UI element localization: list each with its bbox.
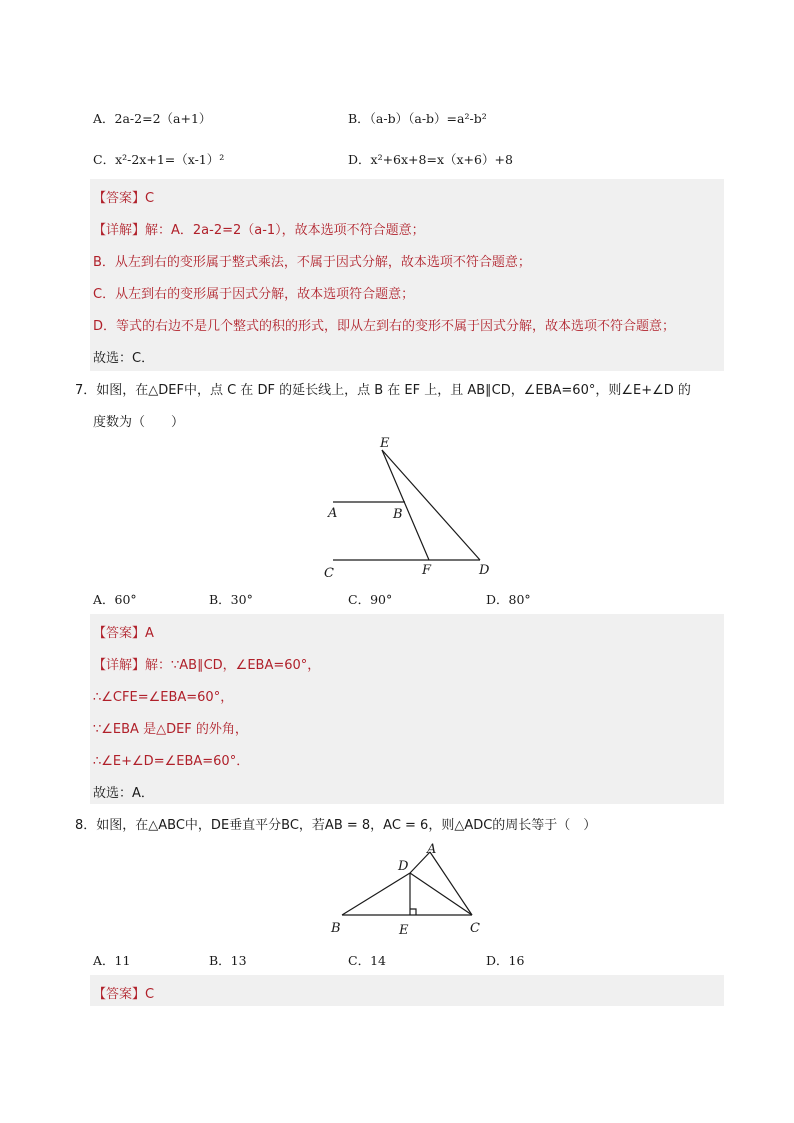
q7-detail-line: ∴∠E+∠D=∠EBA=60°． — [93, 754, 250, 769]
segment-ef — [382, 450, 429, 560]
q7-stem: 7．如图，在△DEF中，点 C 在 DF 的延长线上，点 B 在 EF 上，且 AB∥CD，∠EBA=60°，则∠E+∠D 的 — [75, 383, 691, 398]
label-b: B — [393, 507, 403, 522]
label-d: D — [398, 859, 409, 874]
q8-figure — [328, 838, 488, 940]
q8-answer-panel — [90, 975, 724, 1006]
q6-detail-line: C．从左到右的变形属于因式分解，故本选项符合题意； — [93, 287, 415, 302]
q6-detail-line: 【详解】解：A．2a-2=2（a-1），故本选项不符合题意； — [93, 223, 425, 238]
q8-stem: 8．如图，在△ABC中，DE垂直平分BC，若AB = 8，AC = 6，则△ADC的周长等于（ ） — [75, 818, 597, 833]
q8-option-d: D．16 — [486, 953, 525, 968]
q6-detail-line: D．等式的右边不是几个整式的积的形式，即从左到右的变形不属于因式分解，故本选项不符合题意； — [93, 319, 676, 334]
q7-conclusion: 故选：A． — [93, 786, 154, 801]
label-a: A — [328, 506, 338, 521]
q6-option-c: C．x²-2x+1=（x-1）² — [93, 152, 225, 167]
label-f: F — [422, 563, 432, 578]
label-c: C — [470, 921, 480, 936]
q7-detail-line: ∴∠CFE=∠EBA=60°， — [93, 690, 234, 705]
segment-ed — [382, 450, 480, 560]
q6-option-a: A．2a-2=2（a+1） — [93, 111, 212, 126]
q7-stem-continued: 度数为（ ） — [93, 415, 185, 430]
right-angle-mark — [410, 909, 416, 915]
q7-detail-line: 【详解】解：∵AB∥CD，∠EBA=60°， — [93, 658, 321, 673]
q8-option-a: A．11 — [93, 953, 131, 968]
q7-option-b: B．30° — [209, 592, 253, 607]
q7-answer: 【答案】A — [93, 626, 154, 641]
q7-option-c: C．90° — [348, 592, 393, 607]
label-d: D — [479, 563, 490, 578]
q6-option-d: D．x²+6x+8=x（x+6）+8 — [348, 152, 513, 167]
segment-ac — [430, 852, 472, 915]
label-c: C — [324, 566, 334, 581]
label-e: E — [380, 436, 390, 451]
q6-answer: 【答案】C — [93, 191, 155, 206]
q8-option-c: C．14 — [348, 953, 386, 968]
q7-detail-line: ∵∠EBA 是△DEF 的外角， — [93, 722, 248, 737]
q8-option-b: B．13 — [209, 953, 247, 968]
q7-answer-panel — [90, 614, 724, 804]
q7-option-a: A．60° — [93, 592, 137, 607]
label-a: A — [427, 842, 437, 857]
q6-option-b: B．（a-b）（a-b）=a²-b² — [348, 111, 487, 126]
q8-answer: 【答案】C — [93, 987, 155, 1002]
label-b: B — [331, 921, 341, 936]
segment-bd — [342, 873, 410, 915]
label-e: E — [399, 923, 409, 938]
q6-conclusion: 故选：C． — [93, 351, 155, 366]
q6-answer-panel — [90, 179, 724, 371]
q7-option-d: D．80° — [486, 592, 531, 607]
segment-dc — [410, 873, 472, 915]
q7-figure — [320, 432, 500, 582]
q6-detail-line: B．从左到右的变形属于整式乘法，不属于因式分解，故本选项不符合题意； — [93, 255, 531, 270]
